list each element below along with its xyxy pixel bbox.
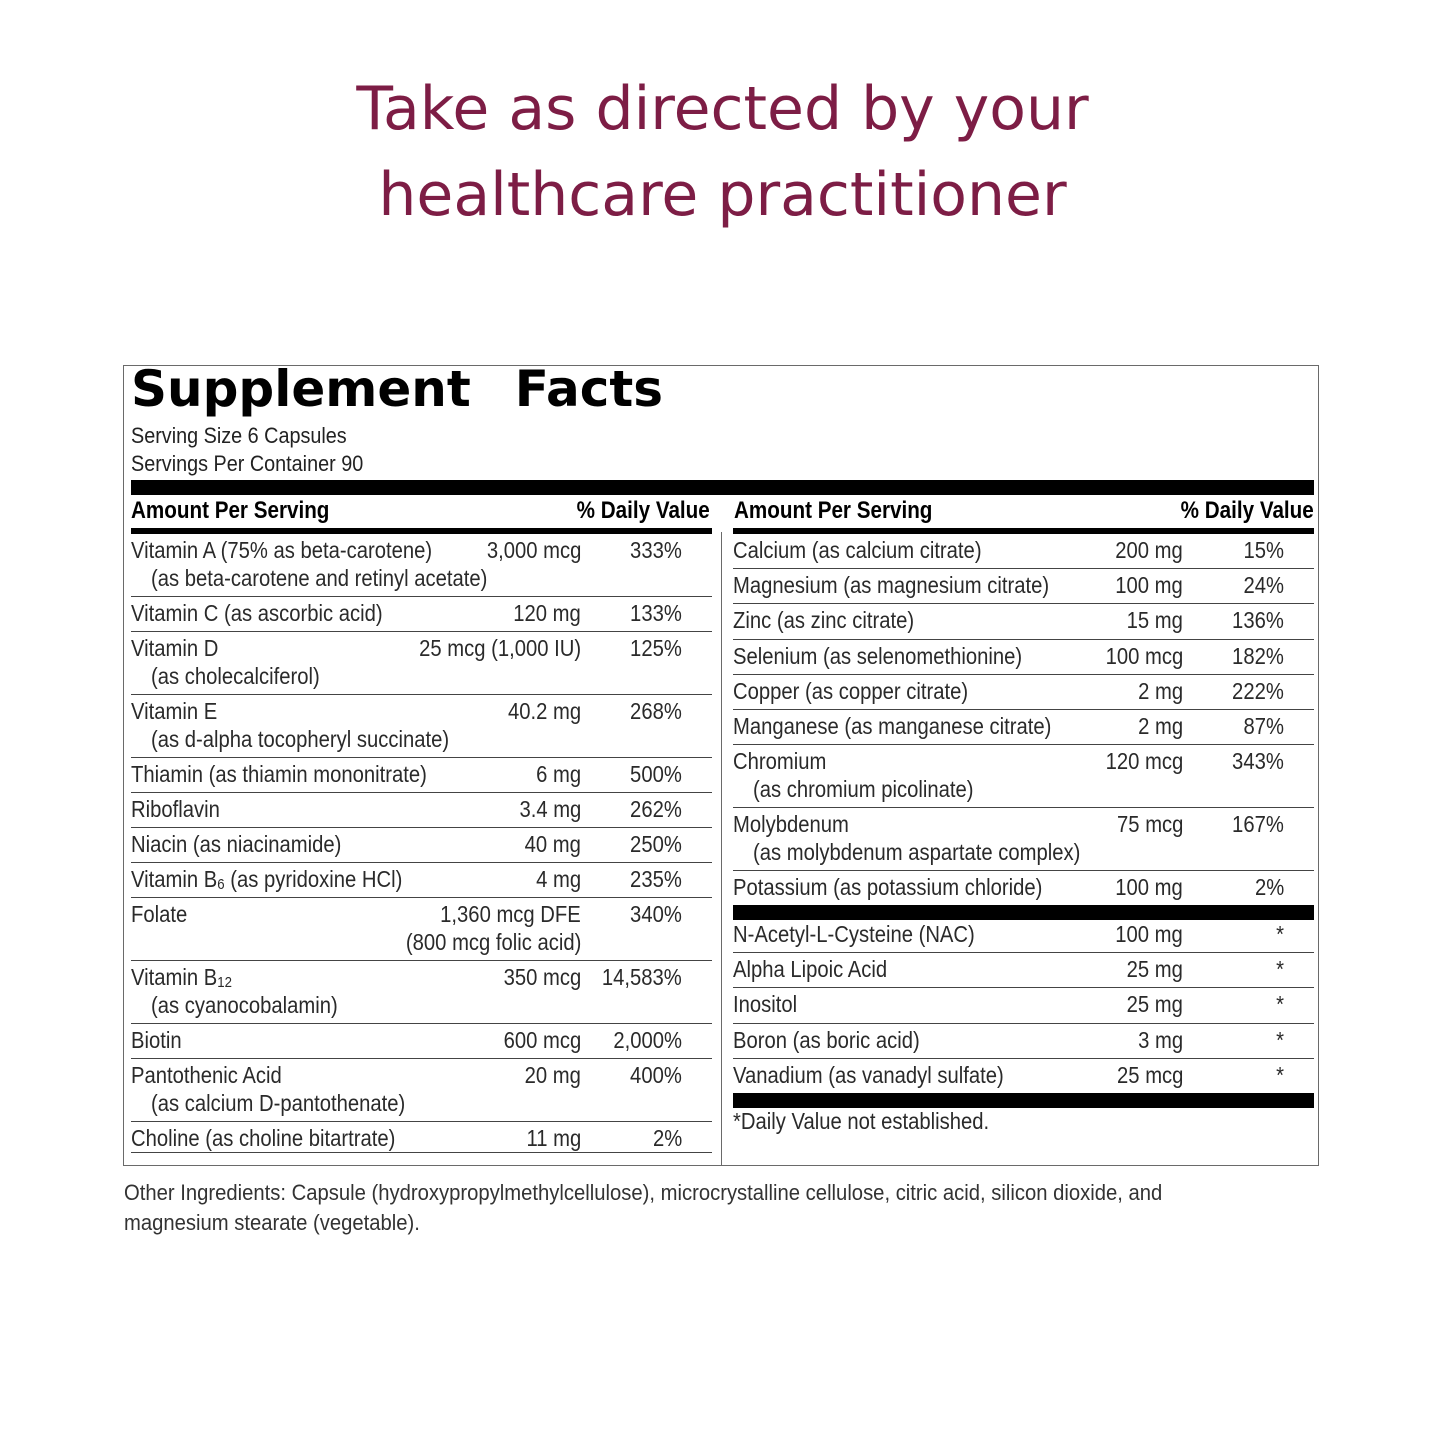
nutrient-source: (as cholecalciferol) xyxy=(151,663,320,689)
nutrient-amount: 350 mcg xyxy=(503,964,581,990)
nutrient-name: Riboflavin xyxy=(131,796,220,822)
nutrient-daily-value: 2% xyxy=(652,1125,682,1151)
nutrient-amount: 40.2 mg xyxy=(507,698,581,724)
row-separator xyxy=(733,568,1314,569)
nutrient-name: Vitamin $B_{12}$ xyxy=(131,964,232,991)
serving-size: Serving Size 6 Capsules xyxy=(131,423,347,448)
nutrient-amount: 25 mcg xyxy=(1116,1062,1183,1088)
nutrient-daily-value: 133% xyxy=(630,600,682,626)
row-separator xyxy=(733,952,1314,953)
nutrient-source: (as chromium picolinate) xyxy=(753,776,974,802)
nutrient-daily-value: 500% xyxy=(630,761,682,787)
left-nutrient-row xyxy=(131,761,712,796)
row-separator xyxy=(131,792,712,793)
row-separator xyxy=(733,870,1314,871)
nutrient-amount: 25 mg xyxy=(1126,991,1183,1017)
nutrient-source: (as calcium D-pantothenate) xyxy=(151,1090,406,1116)
nutrient-daily-value: 182% xyxy=(1232,643,1284,669)
nutrient-daily-value: 250% xyxy=(630,831,682,857)
nutrient-daily-value: * xyxy=(1276,1027,1284,1053)
left-nutrient-row xyxy=(131,635,712,698)
row-separator xyxy=(131,631,712,632)
nutrient-daily-value: 125% xyxy=(630,635,682,661)
nutrient-name: Copper (as copper citrate) xyxy=(733,678,969,704)
right-nutrient-row xyxy=(733,537,1314,572)
left-col-amount-header: Amount Per Serving xyxy=(131,497,330,524)
left-nutrient-row xyxy=(131,600,712,635)
right-col-dv-header: % Daily Value xyxy=(1180,497,1314,524)
nutrient-daily-value: * xyxy=(1276,991,1284,1017)
left-nutrient-row xyxy=(131,1062,712,1125)
title-word-1: Supplement xyxy=(131,360,471,418)
nutrient-amount: 100 mcg xyxy=(1105,643,1183,669)
nutrient-daily-value: 2% xyxy=(1254,874,1284,900)
headline-line-2: healthcare practitioner xyxy=(378,160,1067,230)
row-separator xyxy=(733,639,1314,640)
nutrient-amount: 2 mg xyxy=(1137,713,1183,739)
nutrient-name: Vitamin $B_6$ (as pyridoxine HCl) xyxy=(131,866,403,893)
nutrient-daily-value: 340% xyxy=(630,901,682,927)
nutrient-daily-value: 268% xyxy=(630,698,682,724)
nutrient-source: (as d-alpha tocopheryl succinate) xyxy=(151,726,450,752)
row-separator xyxy=(733,744,1314,745)
nutrient-daily-value: 15% xyxy=(1243,537,1284,563)
nutrient-amount: 75 mcg xyxy=(1116,811,1183,837)
nutrient-name: Calcium (as calcium citrate) xyxy=(733,537,982,563)
left-nutrient-row xyxy=(131,698,712,761)
nutrient-amount: 25 mg xyxy=(1126,956,1183,982)
thick-divider-3 xyxy=(733,1093,1314,1108)
row-separator xyxy=(733,1023,1314,1024)
right-header-rule xyxy=(733,528,1314,534)
nutrient-name: Molybdenum xyxy=(733,811,849,837)
nutrient-name: Boron (as boric acid) xyxy=(733,1027,920,1053)
nutrient-name: Vanadium (as vanadyl sulfate) xyxy=(733,1062,1004,1088)
row-separator xyxy=(131,694,712,695)
row-separator xyxy=(131,596,712,597)
nutrient-daily-value: 262% xyxy=(630,796,682,822)
headline xyxy=(0,66,1445,238)
column-divider xyxy=(721,532,722,1166)
nutrient-source: (as molybdenum aspartate complex) xyxy=(753,839,1081,865)
nutrient-daily-value: 2,000% xyxy=(613,1027,682,1053)
right-nutrient-row xyxy=(733,607,1314,643)
supplement-facts-title xyxy=(131,360,663,418)
left-nutrient-row xyxy=(131,831,712,866)
nutrient-daily-value: 24% xyxy=(1243,572,1284,598)
other-nutrient-row xyxy=(733,956,1314,991)
nutrient-amount: 25 mcg (1,000 IU) xyxy=(418,635,581,661)
nutrient-daily-value: * xyxy=(1276,1062,1284,1088)
nutrient-name: Thiamin (as thiamin mononitrate) xyxy=(131,761,427,787)
nutrient-name: Zinc (as zinc citrate) xyxy=(733,607,915,633)
row-separator xyxy=(733,709,1314,710)
nutrient-amount: 100 mg xyxy=(1115,572,1183,598)
right-nutrient-row xyxy=(733,643,1314,678)
row-separator xyxy=(733,674,1314,675)
left-nutrient-row xyxy=(131,537,712,600)
left-nutrient-row xyxy=(131,964,712,1027)
nutrient-daily-value: 87% xyxy=(1243,713,1284,739)
nutrient-amount: 100 mg xyxy=(1115,921,1183,947)
nutrient-name: Chromium xyxy=(733,748,827,774)
servings-per-container: Servings Per Container 90 xyxy=(131,451,364,476)
other-nutrient-row xyxy=(733,1027,1314,1062)
nutrient-daily-value: 136% xyxy=(1232,607,1284,633)
nutrient-daily-value: 343% xyxy=(1232,748,1284,774)
nutrient-daily-value: 400% xyxy=(630,1062,682,1088)
row-separator xyxy=(131,1023,712,1024)
right-nutrient-row xyxy=(733,811,1314,874)
left-nutrient-row xyxy=(131,866,712,901)
nutrient-amount: 200 mg xyxy=(1115,537,1183,563)
nutrient-amount: 20 mg xyxy=(524,1062,581,1088)
row-separator xyxy=(131,1152,712,1153)
row-separator xyxy=(131,757,712,758)
nutrient-amount: 15 mg xyxy=(1126,607,1183,633)
nutrient-name: Potassium (as potassium chloride) xyxy=(733,874,1043,900)
nutrient-name: Magnesium (as magnesium citrate) xyxy=(733,572,1050,598)
thick-divider xyxy=(131,480,1314,495)
row-separator xyxy=(131,1058,712,1059)
row-separator xyxy=(733,807,1314,808)
nutrient-name: Manganese (as manganese citrate) xyxy=(733,713,1052,739)
row-separator xyxy=(733,603,1314,604)
nutrient-amount: 6 mg xyxy=(535,761,581,787)
title-word-2: Facts xyxy=(514,360,664,418)
nutrient-amount: 2 mg xyxy=(1137,678,1183,704)
nutrient-name: Biotin xyxy=(131,1027,182,1053)
left-col-dv-header: % Daily Value xyxy=(576,497,710,524)
nutrient-amount: 3,000 mcg xyxy=(486,537,581,563)
nutrient-name: Inositol xyxy=(733,991,798,1017)
nutrient-daily-value: 14,583% xyxy=(602,964,682,990)
nutrient-amount-detail: (800 mcg folic acid) xyxy=(405,929,581,955)
nutrient-name: Selenium (as selenomethionine) xyxy=(733,643,1023,669)
right-nutrient-row xyxy=(733,713,1314,748)
nutrient-source: (as beta-carotene and retinyl acetate) xyxy=(151,565,488,591)
right-nutrient-row xyxy=(733,678,1314,713)
nutrient-amount: 120 mcg xyxy=(1105,748,1183,774)
other-nutrient-row xyxy=(733,921,1314,956)
nutrient-amount: 120 mg xyxy=(513,600,581,626)
right-nutrient-row xyxy=(733,748,1314,811)
headline-line-1: Take as directed by your xyxy=(356,74,1089,144)
row-separator xyxy=(131,862,712,863)
nutrient-daily-value: * xyxy=(1276,921,1284,947)
left-nutrient-row xyxy=(131,796,712,831)
row-separator xyxy=(131,1121,712,1122)
nutrient-name: Niacin (as niacinamide) xyxy=(131,831,342,857)
nutrient-source: (as cyanocobalamin) xyxy=(151,992,338,1018)
nutrient-daily-value: 167% xyxy=(1232,811,1284,837)
other-ingredients: Other Ingredients: Capsule (hydroxypropylmethylcellulose), microcrystalline cellulose, citric acid, silicon dioxide, and magnesium stearate (vegetable). xyxy=(124,1180,1163,1235)
nutrient-name: Vitamin E xyxy=(131,698,218,724)
thick-divider-2 xyxy=(733,905,1314,920)
nutrient-amount: 40 mg xyxy=(524,831,581,857)
nutrient-daily-value: * xyxy=(1276,956,1284,982)
row-separator xyxy=(131,960,712,961)
row-separator xyxy=(131,827,712,828)
row-separator xyxy=(733,1058,1314,1059)
nutrient-daily-value: 235% xyxy=(630,866,682,892)
nutrient-amount: 100 mg xyxy=(1115,874,1183,900)
nutrient-name: Folate xyxy=(131,901,188,927)
nutrient-name: Pantothenic Acid xyxy=(131,1062,282,1088)
daily-value-footnote: *Daily Value not established. xyxy=(733,1108,990,1134)
right-nutrient-row xyxy=(733,572,1314,607)
left-nutrient-row xyxy=(131,901,712,964)
nutrient-name: Alpha Lipoic Acid xyxy=(733,956,888,982)
nutrient-amount: 3 mg xyxy=(1137,1027,1183,1053)
nutrient-amount: 600 mcg xyxy=(503,1027,581,1053)
nutrient-amount: 4 mg xyxy=(535,866,581,892)
nutrient-name: Choline (as choline bitartrate) xyxy=(131,1125,396,1151)
row-separator xyxy=(733,987,1314,988)
left-header-rule xyxy=(131,528,712,534)
nutrient-amount: 3.4 mg xyxy=(519,796,581,822)
nutrient-name: Vitamin D xyxy=(131,635,219,661)
other-nutrient-row xyxy=(733,991,1314,1027)
nutrient-name: Vitamin C (as ascorbic acid) xyxy=(131,600,383,626)
nutrient-name: Vitamin A (75% as beta-carotene) xyxy=(131,537,433,563)
nutrient-daily-value: 333% xyxy=(630,537,682,563)
row-separator xyxy=(131,897,712,898)
nutrient-amount: 1,360 mcg DFE xyxy=(440,901,581,927)
nutrient-daily-value: 222% xyxy=(1232,678,1284,704)
nutrient-amount: 11 mg xyxy=(526,1125,581,1151)
nutrient-name: N-Acetyl-L-Cysteine (NAC) xyxy=(733,921,975,947)
left-nutrient-row xyxy=(131,1027,712,1062)
right-col-amount-header: Amount Per Serving xyxy=(734,497,933,524)
